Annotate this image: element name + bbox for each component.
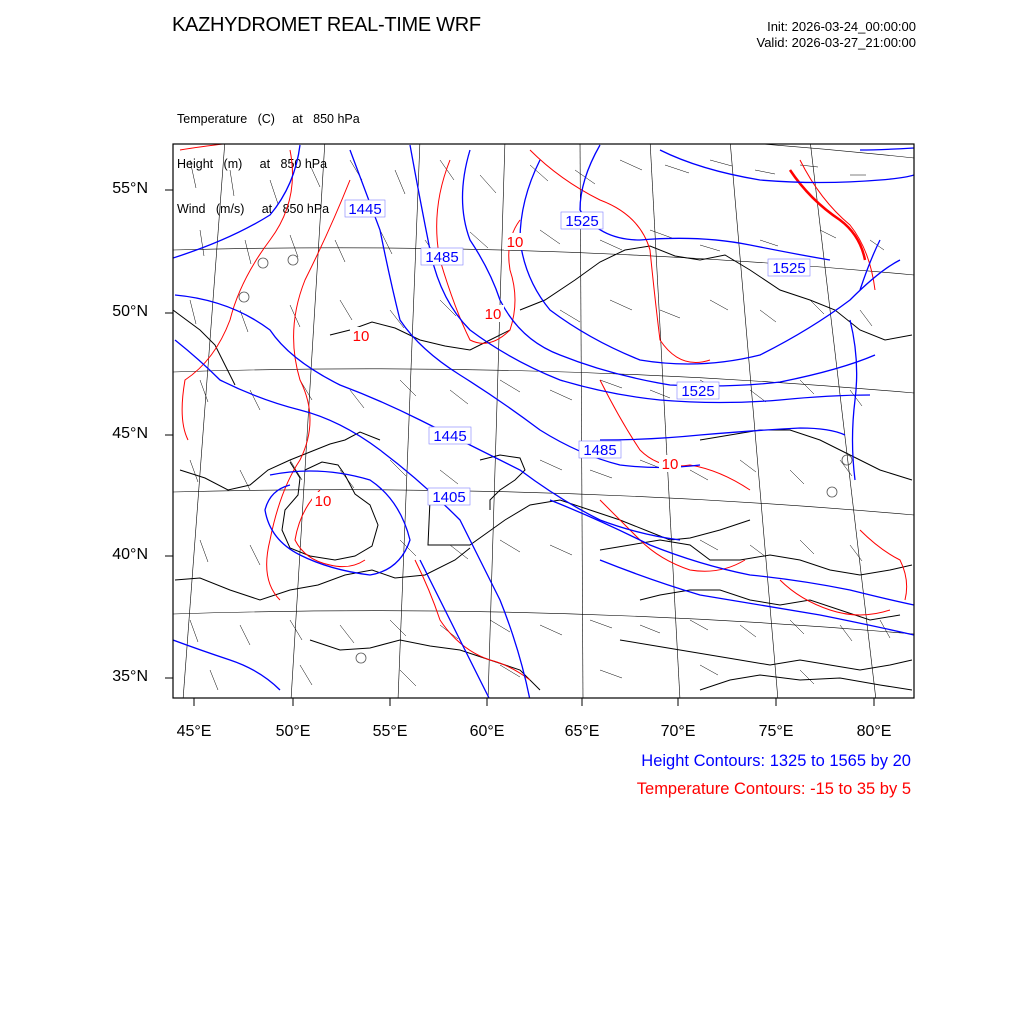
field-height: Height (m) at 850 hPa	[177, 157, 328, 171]
axis-ticks	[165, 190, 874, 706]
height-label: 1525	[772, 260, 806, 277]
lon-label-70: 70°E	[660, 723, 696, 740]
lon-label-60: 60°E	[469, 723, 505, 740]
temperature-label: 10	[506, 234, 524, 251]
height-label: 1445	[348, 201, 382, 218]
height-label: 1485	[425, 249, 459, 266]
lat-label-55: 55°N	[112, 180, 148, 197]
temperature-label: 10	[314, 493, 332, 510]
lat-label-35: 35°N	[112, 668, 148, 685]
lon-label-80: 80°E	[856, 723, 892, 740]
lat-label-45: 45°N	[112, 425, 148, 442]
temperature-label: 10	[484, 306, 502, 323]
lon-label-75: 75°E	[758, 723, 794, 740]
lon-label-65: 65°E	[564, 723, 600, 740]
graticule	[173, 128, 914, 700]
lat-label-50: 50°N	[112, 303, 148, 320]
map-frame	[173, 144, 914, 698]
height-label: 1445	[433, 428, 467, 445]
init-time: Init: 2026-03-24_00:00:00	[767, 19, 916, 34]
field-temperature: Temperature (C) at 850 hPa	[177, 112, 360, 126]
valid-time: Valid: 2026-03-27_21:00:00	[756, 35, 916, 50]
map-title: KAZHYDROMET REAL-TIME WRF	[172, 14, 481, 36]
field-wind: Wind (m/s) at 850 hPa	[177, 202, 330, 216]
temperature-legend: Temperature Contours: -15 to 35 by 5	[636, 780, 911, 798]
height-label: 1525	[681, 383, 715, 400]
height-label: 1485	[583, 442, 617, 459]
height-contours	[173, 145, 914, 700]
height-label: 1405	[432, 489, 466, 506]
lon-label-50: 50°E	[275, 723, 311, 740]
temperature-label: 10	[352, 328, 370, 345]
temperature-contour-bold	[790, 170, 865, 260]
wind-barbs	[190, 160, 890, 690]
temperature-contours	[180, 140, 907, 680]
lon-label-45: 45°E	[176, 723, 212, 740]
temperature-labels	[312, 233, 681, 510]
height-legend: Height Contours: 1325 to 1565 by 20	[641, 752, 911, 770]
coastlines	[173, 246, 912, 690]
height-label: 1525	[565, 213, 599, 230]
lat-label-40: 40°N	[112, 546, 148, 563]
lon-label-55: 55°E	[372, 723, 408, 740]
temperature-label: 10	[661, 456, 679, 473]
